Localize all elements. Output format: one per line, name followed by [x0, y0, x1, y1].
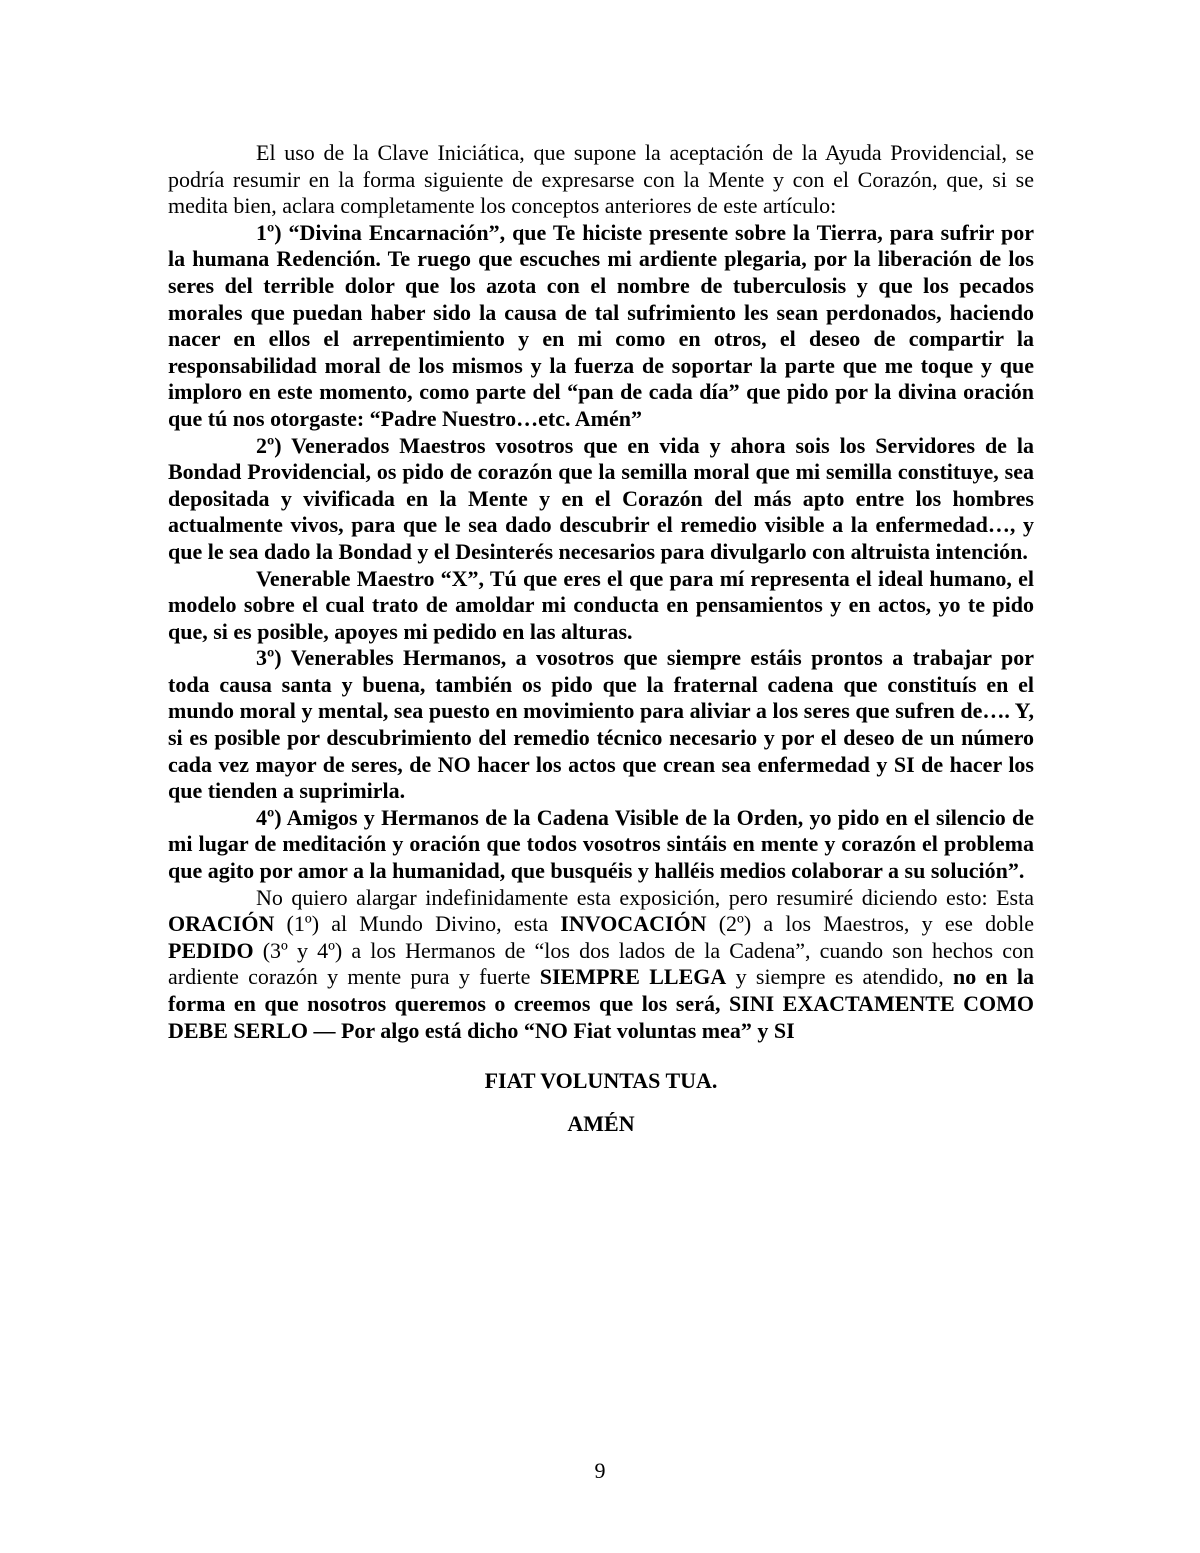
request-item-3: 3º) Venerables Hermanos, a vosotros que siempre estáis prontos a trabajar por toda causa santa y buena, también os pido que la fraternal cadena que constituís en el mundo moral y mental, sea puesto en movimiento para aliviar a los seres que sufren de…. Y, si es posible por descubrimiento del remedio técnico necesario y por el deseo de un número cada vez mayor de seres, de NO hacer los actos que crean sea enfermedad y SI de hacer los que tienden a suprimirla. — [168, 645, 1034, 804]
request-item-4: 4º) Amigos y Hermanos de la Cadena Visible de la Orden, yo pido en el silencio de mi lugar de meditación y oración que todos vosotros sintáis en mente y corazón el problema que agito por amor a la humanidad, que busquéis y halléis medios colaborar a su solución”. — [168, 804, 1034, 884]
page-number: 9 — [594, 1458, 606, 1483]
closing-fiat-voluntas: FIAT VOLUNTAS TUA. — [484, 1068, 718, 1094]
invocation-master-x: Venerable Maestro “X”, Tú que eres el que para mí representa el ideal humano, el modelo sobre el cual trato de amoldar mi conducta en pensamientos y en actos, yo te pido que, si es posible, apoyes mi pedido en las alturas. — [168, 565, 1034, 644]
invocation-item-2: 2º) Venerados Maestros vosotros que en vida y ahora sois los Servidores de la Bondad Providencial, os pido de corazón que la semilla moral que mi semilla constituye, sea depositada y vivificada en la Mente y en el Corazón del más apto entre los hombres actualmente vivos, para que le sea dado descubrir el remedio visible a la enfermedad…, y que le sea dado la Bondad y el Desinterés necesarios para divulgarlo con altruista intención. — [168, 432, 1034, 564]
document-body — [168, 140, 1034, 1137]
conclusion-text-5: y siempre es atendido, — [726, 964, 954, 990]
conclusion-bold-siempre-llega: SIEMPRE LLEGA — [539, 964, 727, 990]
conclusion-bold-pedido: PEDIDO — [168, 937, 254, 963]
conclusion-bold-ending: no en la forma en que nosotros queremos o creemos que los será, SINI EXACTAMENTE COMO DEBE SERLO — Por algo está dicho “NO Fiat voluntas mea” y SI — [168, 964, 1034, 1043]
conclusion-bold-invocacion: INVOCACIÓN — [560, 911, 707, 937]
conclusion-text-3: (2º) a los Maestros, y ese doble — [706, 911, 1034, 937]
intro-paragraph: El uso de la Clave Iniciática, que supone la aceptación de la Ayuda Providencial, se podría resumir en la forma siguiente de expresarse con la Mente y con el Corazón, que, si se medita bien, aclara completamente los conceptos anteriores de este artículo: — [168, 140, 1034, 219]
conclusion-text-4: (3º y 4º) a los Hermanos de “los dos lados de la Cadena”, cuando son hechos con ardiente corazón y mente pura y fuerte — [168, 937, 1034, 990]
conclusion-bold-oracion: ORACIÓN — [168, 911, 275, 937]
closing-amen: AMÉN — [567, 1110, 635, 1136]
conclusion-text-2: (1º) al Mundo Divino, esta — [274, 911, 561, 937]
conclusion-paragraph — [168, 885, 1034, 1045]
prayer-item-1: 1º) “Divina Encarnación”, que Te hiciste presente sobre la Tierra, para sufrir por la humana Redención. Te ruego que escuches mi ardiente plegaria, por la liberación de los seres del terrible dolor que los azota con el nombre de tuberculosis y que los pecados morales que puedan haber sido la causa de tal sufrimiento les sean perdonados, haciendo nacer en ellos el arrepentimiento y en mi como en otros, el deseo de compartir la responsabilidad moral de los mismos y la fuerza de soportar la parte que me toque y que imploro en este momento, como parte del “pan de cada día” que pido por la divina oración que tú nos otorgaste: “Padre Nuestro…etc. Amén” — [168, 219, 1034, 431]
conclusion-text-1: No quiero alargar indefinidamente esta exposición, pero resumiré diciendo esto: Esta — [256, 884, 1034, 910]
